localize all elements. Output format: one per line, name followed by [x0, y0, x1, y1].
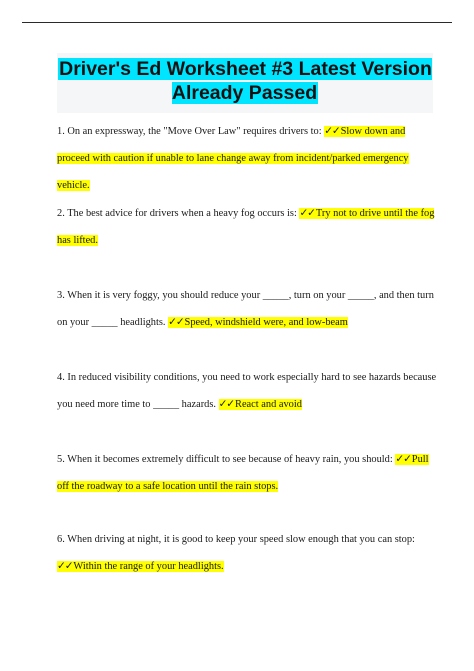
check-mark-icon: ✓✓	[218, 399, 235, 410]
check-mark-icon: ✓✓	[324, 126, 340, 137]
top-rule	[22, 22, 452, 23]
answer-highlight	[219, 399, 302, 410]
question-2	[57, 200, 437, 254]
check-mark-icon: ✓✓	[395, 454, 411, 465]
answer-highlight	[168, 317, 348, 328]
check-mark-icon: ✓✓	[299, 208, 315, 219]
question-prompt: 1. On an expressway, the "Move Over Law" requires drivers to:	[57, 126, 325, 137]
answer-text: Try not to drive until the fog has lifted.	[57, 208, 435, 246]
question-prompt: 3. When it is very foggy, you should reduce your _____, turn on your _____, and then turn on your _____ headlights.	[57, 290, 434, 328]
question-4	[57, 364, 437, 418]
check-mark-icon: ✓✓	[168, 317, 184, 328]
answer-text: Speed, windshield were, and low-beam	[184, 317, 348, 328]
check-mark-icon: ✓✓	[57, 561, 73, 572]
question-1	[57, 118, 437, 199]
question-3	[57, 282, 437, 336]
answer-text: Slow down and proceed with caution if unable to lane change away from incident/parked emergency vehicle.	[57, 126, 409, 191]
question-6	[57, 526, 437, 580]
question-prompt: 5. When it becomes extremely difficult to see because of heavy rain, you should:	[57, 454, 396, 465]
answer-text: Within the range of your headlights.	[73, 561, 224, 572]
question-prompt: 4. In reduced visibility conditions, you need to work especially hard to see hazards because you need more time to _____ hazards.	[57, 372, 437, 410]
question-prompt: 2. The best advice for drivers when a heavy fog occurs is:	[57, 208, 300, 219]
title-text: Driver's Ed Worksheet #3 Latest Version Already Passed	[59, 58, 432, 104]
answer-highlight	[57, 561, 224, 572]
question-prompt: 6. When driving at night, it is good to keep your speed slow enough that you can stop:	[57, 534, 415, 545]
document-title	[57, 57, 433, 105]
answer-text: Pull off the roadway to a safe location until the rain stops.	[57, 454, 429, 492]
question-5	[57, 446, 437, 500]
answer-text: React and avoid	[235, 399, 302, 410]
